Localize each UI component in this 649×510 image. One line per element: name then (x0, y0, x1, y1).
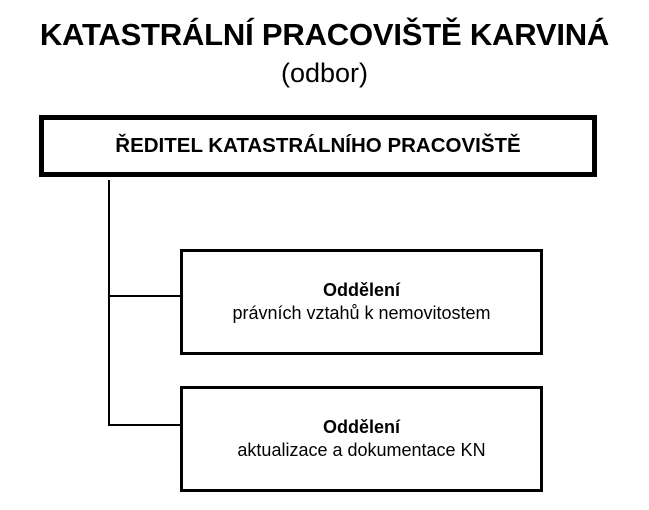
connector-vertical (108, 180, 110, 426)
department-title: Oddělení (322, 417, 400, 437)
department-box-legal-relations (180, 249, 543, 355)
department-description: aktualizace a dokumentace KN (237, 440, 486, 460)
department-box-updates-documentation (180, 386, 543, 492)
department-description: právních vztahů k nemovitostem (232, 303, 491, 323)
connector-to-dept-2 (108, 424, 182, 426)
chart-title: KATASTRÁLNÍ PRACOVIŠTĚ KARVINÁ (39, 17, 610, 52)
connector-to-dept-1 (108, 295, 182, 297)
director-box (39, 115, 597, 177)
chart-subtitle: (odbor) (280, 58, 369, 88)
director-label: ŘEDITEL KATASTRÁLNÍHO PRACOVIŠTĚ (115, 134, 521, 157)
department-title: Oddělení (322, 280, 400, 300)
